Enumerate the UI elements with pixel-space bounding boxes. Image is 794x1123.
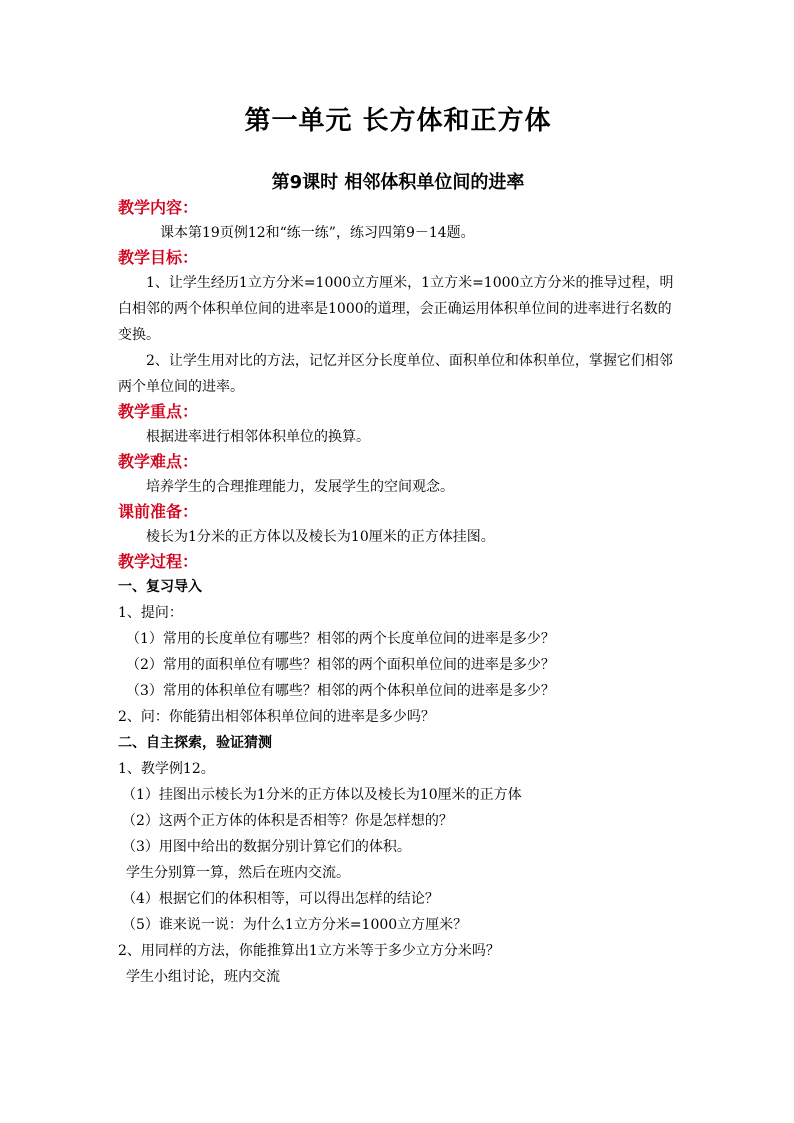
section-heading-process: 教学过程：: [118, 552, 199, 571]
section-heading-goals: 教学目标：: [118, 248, 199, 267]
section-heading-prep: 课前准备：: [118, 502, 199, 521]
list-item: （5）谁来说一说：为什么1立方分米=1000立方厘米？: [122, 917, 468, 933]
list-item: 2、用同样的方法，你能推算出1立方米等于多少立方分米吗？: [118, 943, 500, 959]
list-item: （1）挂图出示棱长为1分米的正方体以及棱长为10厘米的正方体: [122, 787, 522, 803]
page-title: 第一单元 长方体和正方体: [244, 106, 552, 136]
list-item: （2）这两个正方体的体积是否相等？你是怎样想的？: [122, 813, 453, 829]
section-heading-difficulty: 教学难点：: [118, 452, 199, 471]
difficulty-text: 培养学生的合理推理能力，发展学生的空间观念。: [146, 479, 454, 495]
list-item: 学生小组讨论，班内交流: [126, 969, 280, 985]
process-part2-heading: 二、自主探索，验证猜测: [118, 735, 272, 751]
section-heading-focus: 教学重点：: [118, 402, 199, 421]
focus-text: 根据进率进行相邻体积单位的换算。: [146, 429, 370, 445]
list-item: 1、教学例12。: [118, 761, 215, 777]
prep-text: 棱长为1分米的正方体以及棱长为10厘米的正方体挂图。: [146, 529, 495, 545]
list-item: 学生分别算一算，然后在班内交流。: [126, 865, 350, 881]
process-part1-heading: 一、复习导入: [118, 579, 202, 595]
content-text: 课本第19页例12和“练一练”，练习四第9－14题。: [160, 225, 475, 241]
lesson-content: [118, 196, 678, 990]
section-heading-content: 教学内容：: [118, 198, 199, 217]
list-item: （4）根据它们的体积相等，可以得出怎样的结论？: [122, 891, 439, 907]
list-item: （3）常用的体积单位有哪些？相邻的两个体积单位间的进率是多少？: [126, 683, 555, 699]
list-item: 1、提问：: [118, 605, 183, 621]
list-item: 2、问：你能猜出相邻体积单位间的进率是多少吗？: [118, 709, 435, 725]
list-item: （2）常用的面积单位有哪些？相邻的两个面积单位间的进率是多少？: [126, 657, 555, 673]
lesson-subtitle: 第9课时 相邻体积单位间的进率: [271, 172, 525, 193]
goal-2: 2、让学生用对比的方法，记忆并区分长度单位、面积单位和体积单位，掌握它们相邻两个单位间的进率。: [118, 353, 673, 395]
list-item: （1）常用的长度单位有哪些？相邻的两个长度单位间的进率是多少？: [126, 631, 555, 647]
list-item: （3）用图中给出的数据分别计算它们的体积。: [122, 839, 411, 855]
goal-1: 1、让学生经历1立方分米=1000立方厘米，1立方米=1000立方分米的推导过程，明白相邻的两个体积单位间的进率是1000的道理，会正确运用体积单位间的进率进行名数的变换。: [118, 275, 674, 343]
